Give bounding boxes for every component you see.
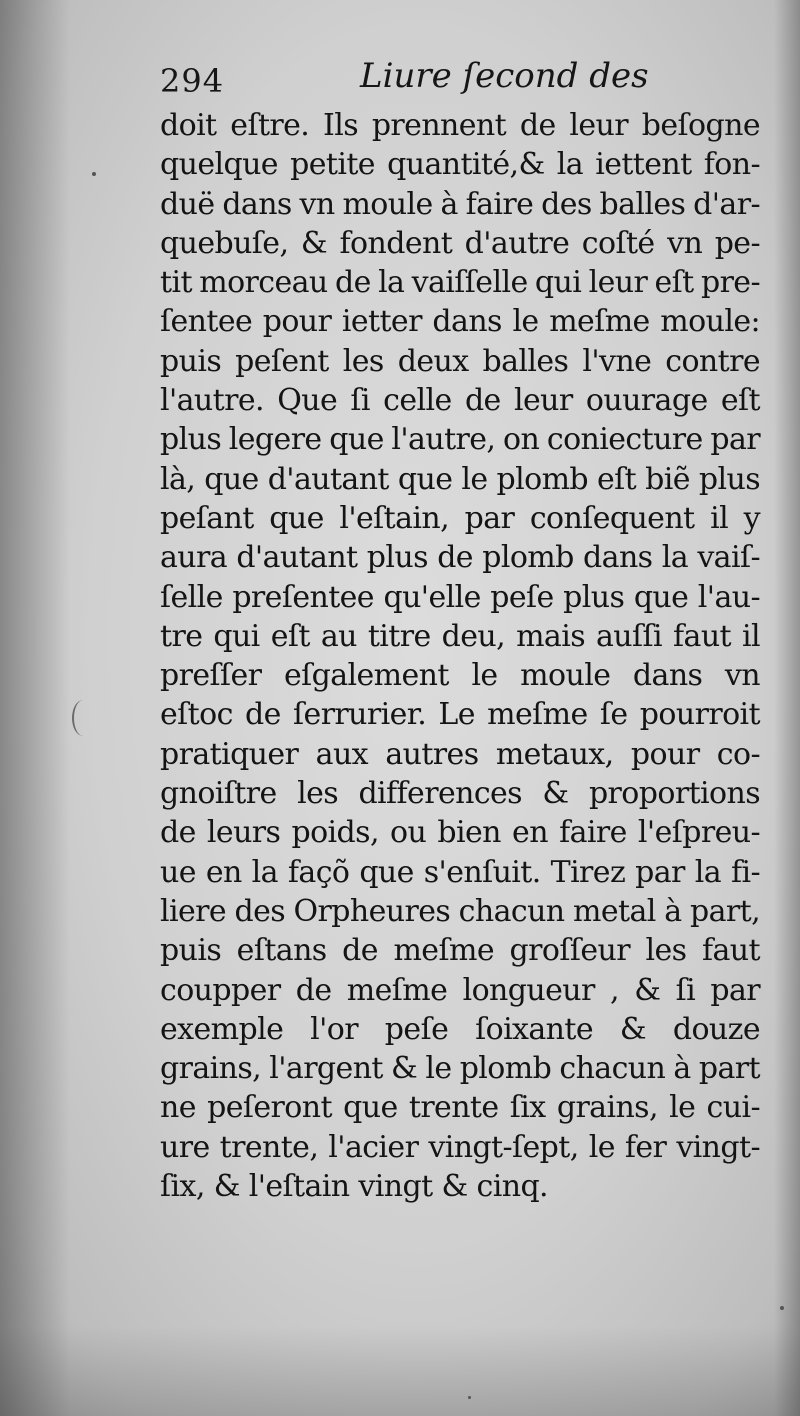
page-number: 294: [160, 62, 225, 100]
text-line: liere des Orpheures chacun metal à part,: [160, 893, 760, 929]
text-line: de leurs poids, ou bien en faire l'eſpreu-: [160, 815, 760, 851]
text-line: coupper de meſme longueur , & ſi par: [160, 972, 760, 1008]
text-line: pratiquer aux autres metaux, pour co-: [160, 736, 760, 772]
page-header: [160, 52, 760, 112]
text-line: puis peſent les deux balles l'vne contre: [160, 343, 760, 379]
text-line: tre qui eſt au titre deu, mais auſſi faut il: [160, 618, 760, 654]
text-line: eſtoc de ſerrurier. Le meſme ſe pourroit: [160, 697, 760, 733]
text-line: ue en la façõ que s'enſuit. Tirez par la fi-: [160, 854, 760, 890]
text-line: preſſer eſgalement le moule dans vn: [160, 658, 760, 694]
text-line: gnoiſtre les differences & proportions: [160, 776, 760, 812]
text-line: tit morceau de la vaiſſelle qui leur eſt pre-: [160, 265, 760, 301]
page-edge-shadow: [774, 0, 800, 1416]
text-line-last: ſix, & l'eſtain vingt & cinq.: [160, 1169, 548, 1205]
text-line: puis eſtans de meſme groſſeur les faut: [160, 933, 760, 969]
text-line: ſentee pour ietter dans le meſme moule:: [160, 304, 760, 340]
ink-speck: [92, 172, 96, 176]
text-line: ne peſeront que trente ſix grains, le cui-: [160, 1090, 760, 1126]
ink-speck: [468, 1396, 471, 1399]
text-line: grains, l'argent & le plomb chacun à part: [160, 1051, 760, 1087]
running-head: Liure ſecond des: [360, 56, 649, 96]
text-line: aura d'autant plus de plomb dans la vaiſ-: [160, 540, 760, 576]
text-line: l'autre. Que ſi celle de leur ouurage eſt: [160, 383, 760, 419]
ink-speck: [780, 1306, 784, 1310]
text-line: ſelle preſentee qu'elle peſe plus que l'au-: [160, 579, 760, 615]
text-line: plus legere que l'autre, on coniecture par: [160, 422, 760, 458]
text-line: exemple l'or peſe ſoixante & douze: [160, 1011, 760, 1047]
body-text: [160, 106, 760, 1206]
text-line: là, que d'autant que le plomb eſt biẽ plus: [160, 461, 760, 497]
text-line: quelque petite quantité,& la iettent fon-: [160, 147, 760, 183]
page-bottom-shadow: [0, 1326, 800, 1416]
page-mark: [72, 700, 94, 736]
text-line: duë dans vn moule à faire des balles d'ar-: [160, 186, 760, 222]
text-line: quebuſe, & fondent d'autre coſté vn pe-: [160, 225, 760, 261]
page-gutter-shadow: [0, 0, 70, 1416]
text-line: peſant que l'eſtain, par conſequent il y: [160, 500, 760, 536]
text-line: doit eſtre. Ils prennent de leur beſogne: [160, 108, 760, 143]
text-line: ure trente, l'acier vingt-ſept, le fer vingt-: [160, 1129, 760, 1165]
